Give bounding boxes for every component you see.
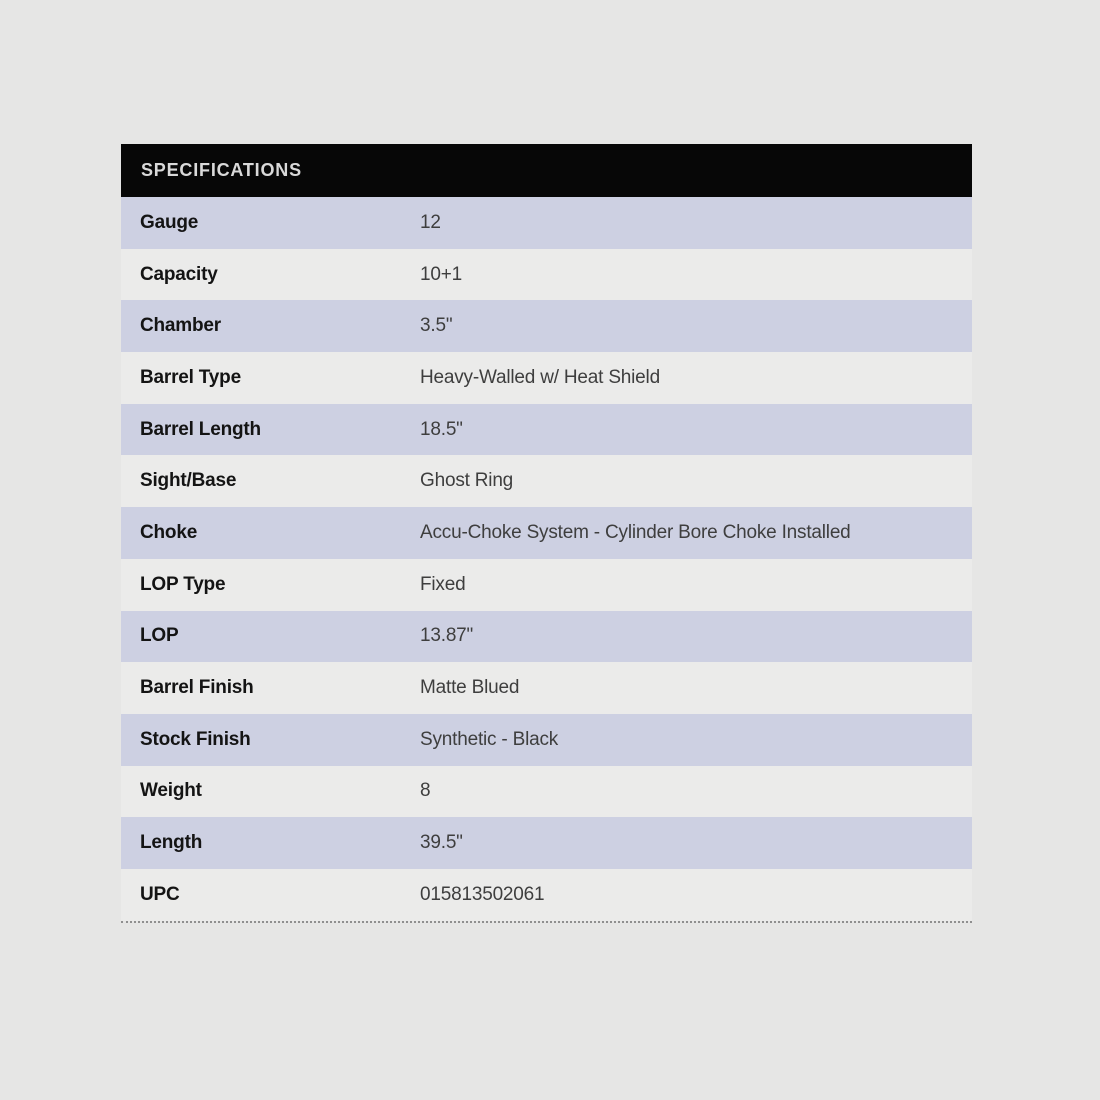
spec-row [121,714,972,766]
spec-label: Barrel Length [140,418,261,440]
spec-row [121,352,972,404]
spec-row [121,197,972,249]
spec-label: Barrel Type [140,366,241,388]
specifications-header [121,144,972,197]
spec-label: Length [140,832,203,854]
spec-rows [121,197,972,921]
spec-value: 015813502061 [420,883,545,905]
spec-label: Sight/Base [140,470,237,492]
spec-row [121,869,972,921]
spec-value: Fixed [420,573,466,595]
spec-row [121,559,972,611]
spec-row [121,507,972,559]
spec-value: 8 [420,780,431,802]
spec-label: UPC [140,883,180,905]
spec-value: Matte Blued [420,677,520,699]
spec-label: Gauge [140,211,199,233]
spec-label: Capacity [140,263,218,285]
spec-value: 3.5" [420,315,453,337]
spec-value: Heavy-Walled w/ Heat Shield [420,366,660,388]
spec-row [121,404,972,456]
spec-row [121,611,972,663]
spec-value: 18.5" [420,418,463,440]
spec-label: LOP Type [140,573,226,595]
spec-label: Stock Finish [140,728,251,750]
specifications-title: SPECIFICATIONS [141,160,302,180]
spec-value: 12 [420,211,441,233]
spec-label: Weight [140,780,202,802]
spec-label: LOP [140,625,179,647]
spec-value: Synthetic - Black [420,728,559,750]
spec-row [121,300,972,352]
spec-value: 10+1 [420,263,462,285]
spec-label: Barrel Finish [140,677,254,699]
spec-row [121,249,972,301]
spec-label: Choke [140,521,198,543]
spec-row [121,455,972,507]
spec-row [121,817,972,869]
specifications-table [121,144,972,923]
spec-value: 13.87" [420,625,474,647]
spec-value: Ghost Ring [420,470,514,492]
spec-label: Chamber [140,315,221,337]
spec-value: Accu-Choke System - Cylinder Bore Choke Installed [420,521,851,543]
spec-value: 39.5" [420,832,463,854]
spec-row [121,662,972,714]
spec-row [121,766,972,818]
